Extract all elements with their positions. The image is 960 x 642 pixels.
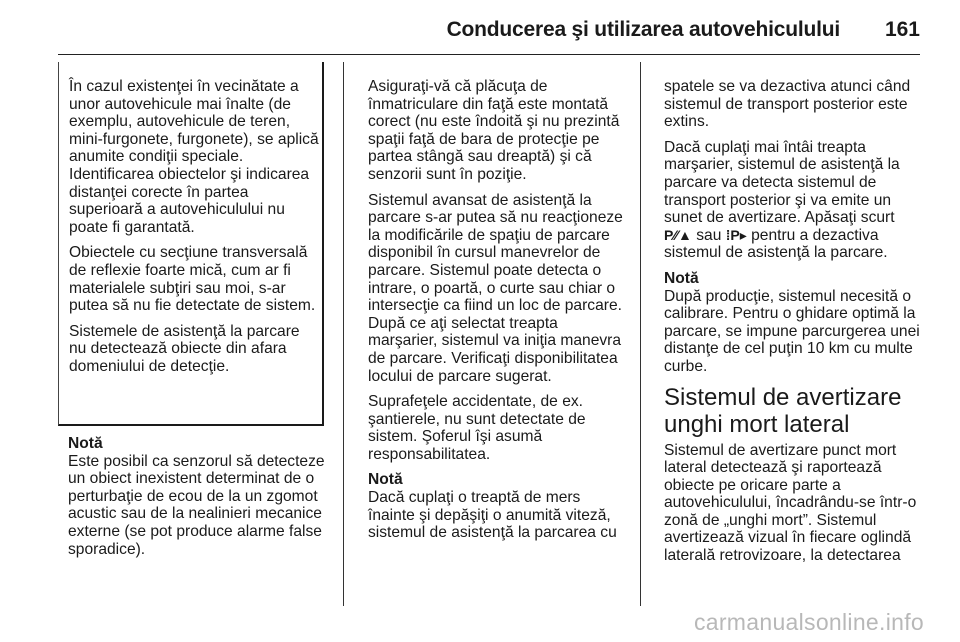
paragraph-text: pentru a dezactiva sistemul de asistenţă la parcare. [664, 226, 888, 262]
paragraph-text: sau [696, 226, 722, 244]
column-1-notes [68, 435, 330, 566]
column-divider-2 [640, 62, 641, 606]
advanced-parking-assist-icon: ⁞P▸ [725, 226, 747, 243]
paragraph-text: Dacă cuplaţi mai întâi treapta marşarier, sistemul de asistenţă la parcare va detecta sistemul de transport posterior şi va emite un sunet de avertizare. Apăsaţi scurt [664, 138, 900, 227]
paragraph: Asiguraţi-vă că plăcuţa de înmatriculare din faţă este montată corect (nu este îndoită şi nu prezintă spaţii faţă de bara de protecţie pe partea stângă sau dreaptă) şi că senzorii sunt în poziţie. [368, 78, 620, 183]
note-heading: Notă [368, 471, 403, 489]
section-heading: Sistemul de avertizare unghi mort lateral [664, 383, 902, 438]
paragraph: Sistemul avansat de asistenţă la parcare s-ar putea să nu reacţioneze la modificările de spaţiu de parcare disponibil în cursul manevrelor de parcare. Sistemul poate detecta o intrare, o poartă, o curte sau chiar o intersecţie ca fiind un loc de parcare. După ce aţi selectat treapta marşarier, sistemul va iniţia manevra de parcare. Verificaţi disponibilitatea locului de parcare sugerat. [368, 191, 623, 385]
paragraph: Sistemul de avertizare punct mort lateral detectează şi raportează obiecte pe oricare parte a autovehiculului, încadrându-se într-o zonă de „unghi mort”. Sistemul avertizează vizual în fiecare oglindă laterală retrovizoare, la detectarea [664, 441, 917, 565]
note-text: Dacă cuplaţi o treaptă de mers înainte şi depăşiţi o anumită viteză, sistemul de asistenţă la parcarea cu [368, 489, 617, 542]
column-2 [368, 78, 628, 550]
paragraph: Suprafeţele accidentate, de ex. şantierele, nu sunt detectate de sistem. Şoferul îşi asumă responsabilitatea. [368, 393, 586, 463]
warning-paragraph-1: În cazul existenţei în vecinătate a unor autovehicule mai înalte (de exemplu, autovehicule de teren, mini-furgonete, furgonete), se aplică anumite condiţii speciale. Identificarea obiectelor şi indicarea distanţei corecte în partea superioară a autovehiculului nu poate fi garantată. [69, 78, 319, 236]
page-title: Conducerea şi utilizarea autovehiculului [446, 18, 840, 41]
note-heading: Notă [68, 435, 103, 452]
watermark-text: carmanualsonline.info [693, 609, 924, 635]
warning-paragraph-2: Obiectele cu secţiune transversală de reflexie foarte mică, cum ar fi materialele subţiri sau moi, s-ar putea să nu fie detectate de sistem. [69, 244, 316, 315]
column-3 [664, 78, 926, 573]
header-divider [58, 54, 920, 55]
warning-box [58, 62, 324, 426]
note-heading: Notă [664, 269, 699, 287]
warning-paragraph-3: Sistemele de asistenţă la parcare nu detectează obiecte din afara domeniului de detecţie. [69, 322, 300, 375]
parking-assist-icon: P⁄⁄▲ [664, 226, 692, 243]
note-text: După producţie, sistemul necesită o calibrare. Pentru o ghidare optimă la parcare, se impune parcurgerea unei distanţe de cel puţin 10 km cu multe curbe. [664, 287, 920, 375]
page-number: 161 [884, 18, 920, 41]
page-header [0, 0, 960, 56]
paragraph [664, 139, 926, 262]
column-divider-1 [343, 62, 344, 606]
paragraph: spatele se va dezactiva atunci când sistemul de transport posterior este extins. [664, 78, 911, 131]
note-text: Este posibil ca senzorul să detecteze un obiect inexistent determinat de o perturbaţie de ecou de la un zgomot acustic sau de la nealinieri mecanice externe (se pot produce alarme false sporadice). [68, 452, 325, 558]
